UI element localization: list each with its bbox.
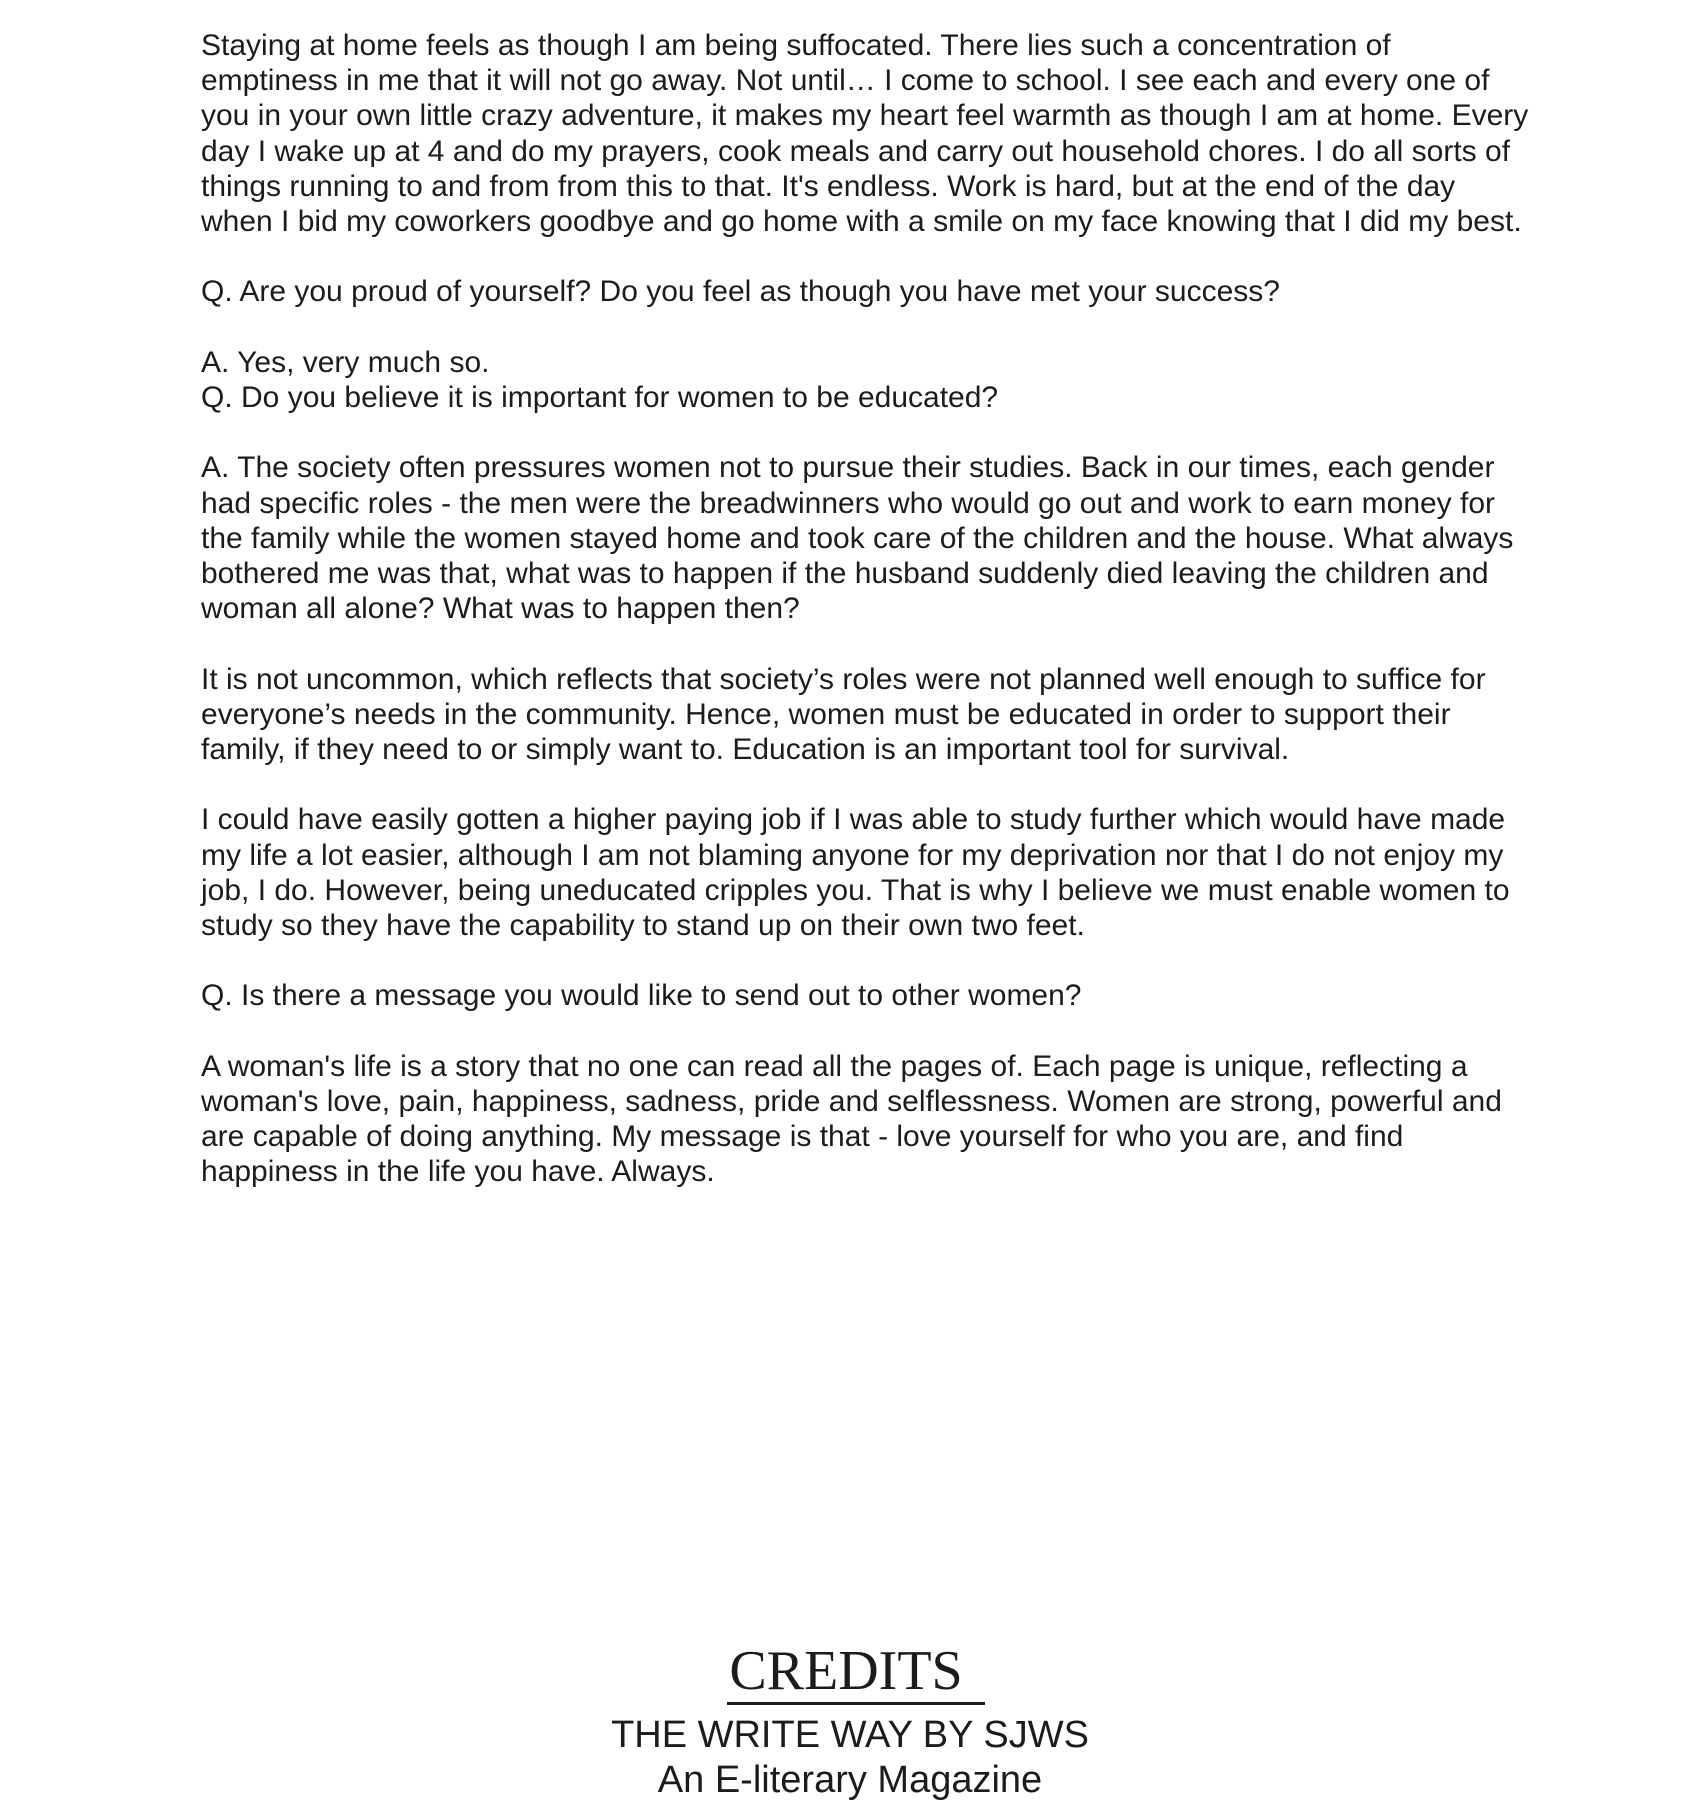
interview-body bbox=[201, 28, 1531, 1225]
question-proud: Q. Are you proud of yourself? Do you feel as though you have met your success? bbox=[201, 275, 1280, 309]
answer-proud: A. Yes, very much so. bbox=[201, 345, 490, 379]
credits-magazine-subtitle: An E-literary Magazine bbox=[657, 1759, 1043, 1801]
answer-message: A woman's life is a story that no one can read all the pages of. Each page is unique, reflecting a woman's love, pain, happiness, sadness, pride and selflessness. Women are strong, powerful and are capable of doing anything. My message is that - love yourself for who you are, and find happiness in the life you have. Always. bbox=[201, 1049, 1502, 1189]
credits-heading: CREDITS bbox=[727, 1640, 984, 1705]
paragraph-intro: Staying at home feels as though I am being suffocated. There lies such a concentration of emptiness in me that it will not go away. Not until… I come to school. I see each and every one of you in your own little crazy adventure, it makes my heart feel warmth as though I am at home. Every day I wake up at 4 and do my prayers, cook meals and carry out household chores. I do all sorts of things running to and from from this to that. It's endless. Work is hard, but at the end of the day when I bid my coworkers goodbye and go home with a smile on my face knowing that I did my best. bbox=[201, 29, 1529, 239]
answer-education: A. The society often pressures women not to pursue their studies. Back in our times, each gender had specific roles - the men were the breadwinners who would go out and work to earn money for the family while the women stayed home and took care of the children and the house. What always bothered me was that, what was to happen if the husband suddenly died leaving the children and woman all alone? What was to happen then? bbox=[201, 451, 1514, 626]
paragraph-uncommon: It is not uncommon, which reflects that society’s roles were not planned well enough to suffice for everyone’s needs in the community. Hence, women must be educated in order to support their family, if they need to or simply want to. Education is an important tool for survival. bbox=[201, 662, 1486, 766]
credits-block bbox=[0, 1640, 1700, 1803]
question-message: Q. Is there a message you would like to send out to other women? bbox=[201, 979, 1082, 1013]
credits-magazine-name: THE WRITE WAY BY SJWS bbox=[611, 1714, 1089, 1756]
paragraph-higher-job: I could have easily gotten a higher paying job if I was able to study further which would have made my life a lot easier, although I am not blaming anyone for my deprivation nor that I do not enjoy my job, I do. However, being uneducated cripples you. That is why I believe we must enable women to study so they have the capability to stand up on their own two feet. bbox=[201, 803, 1510, 942]
question-education: Q. Do you believe it is important for women to be educated? bbox=[201, 381, 999, 414]
